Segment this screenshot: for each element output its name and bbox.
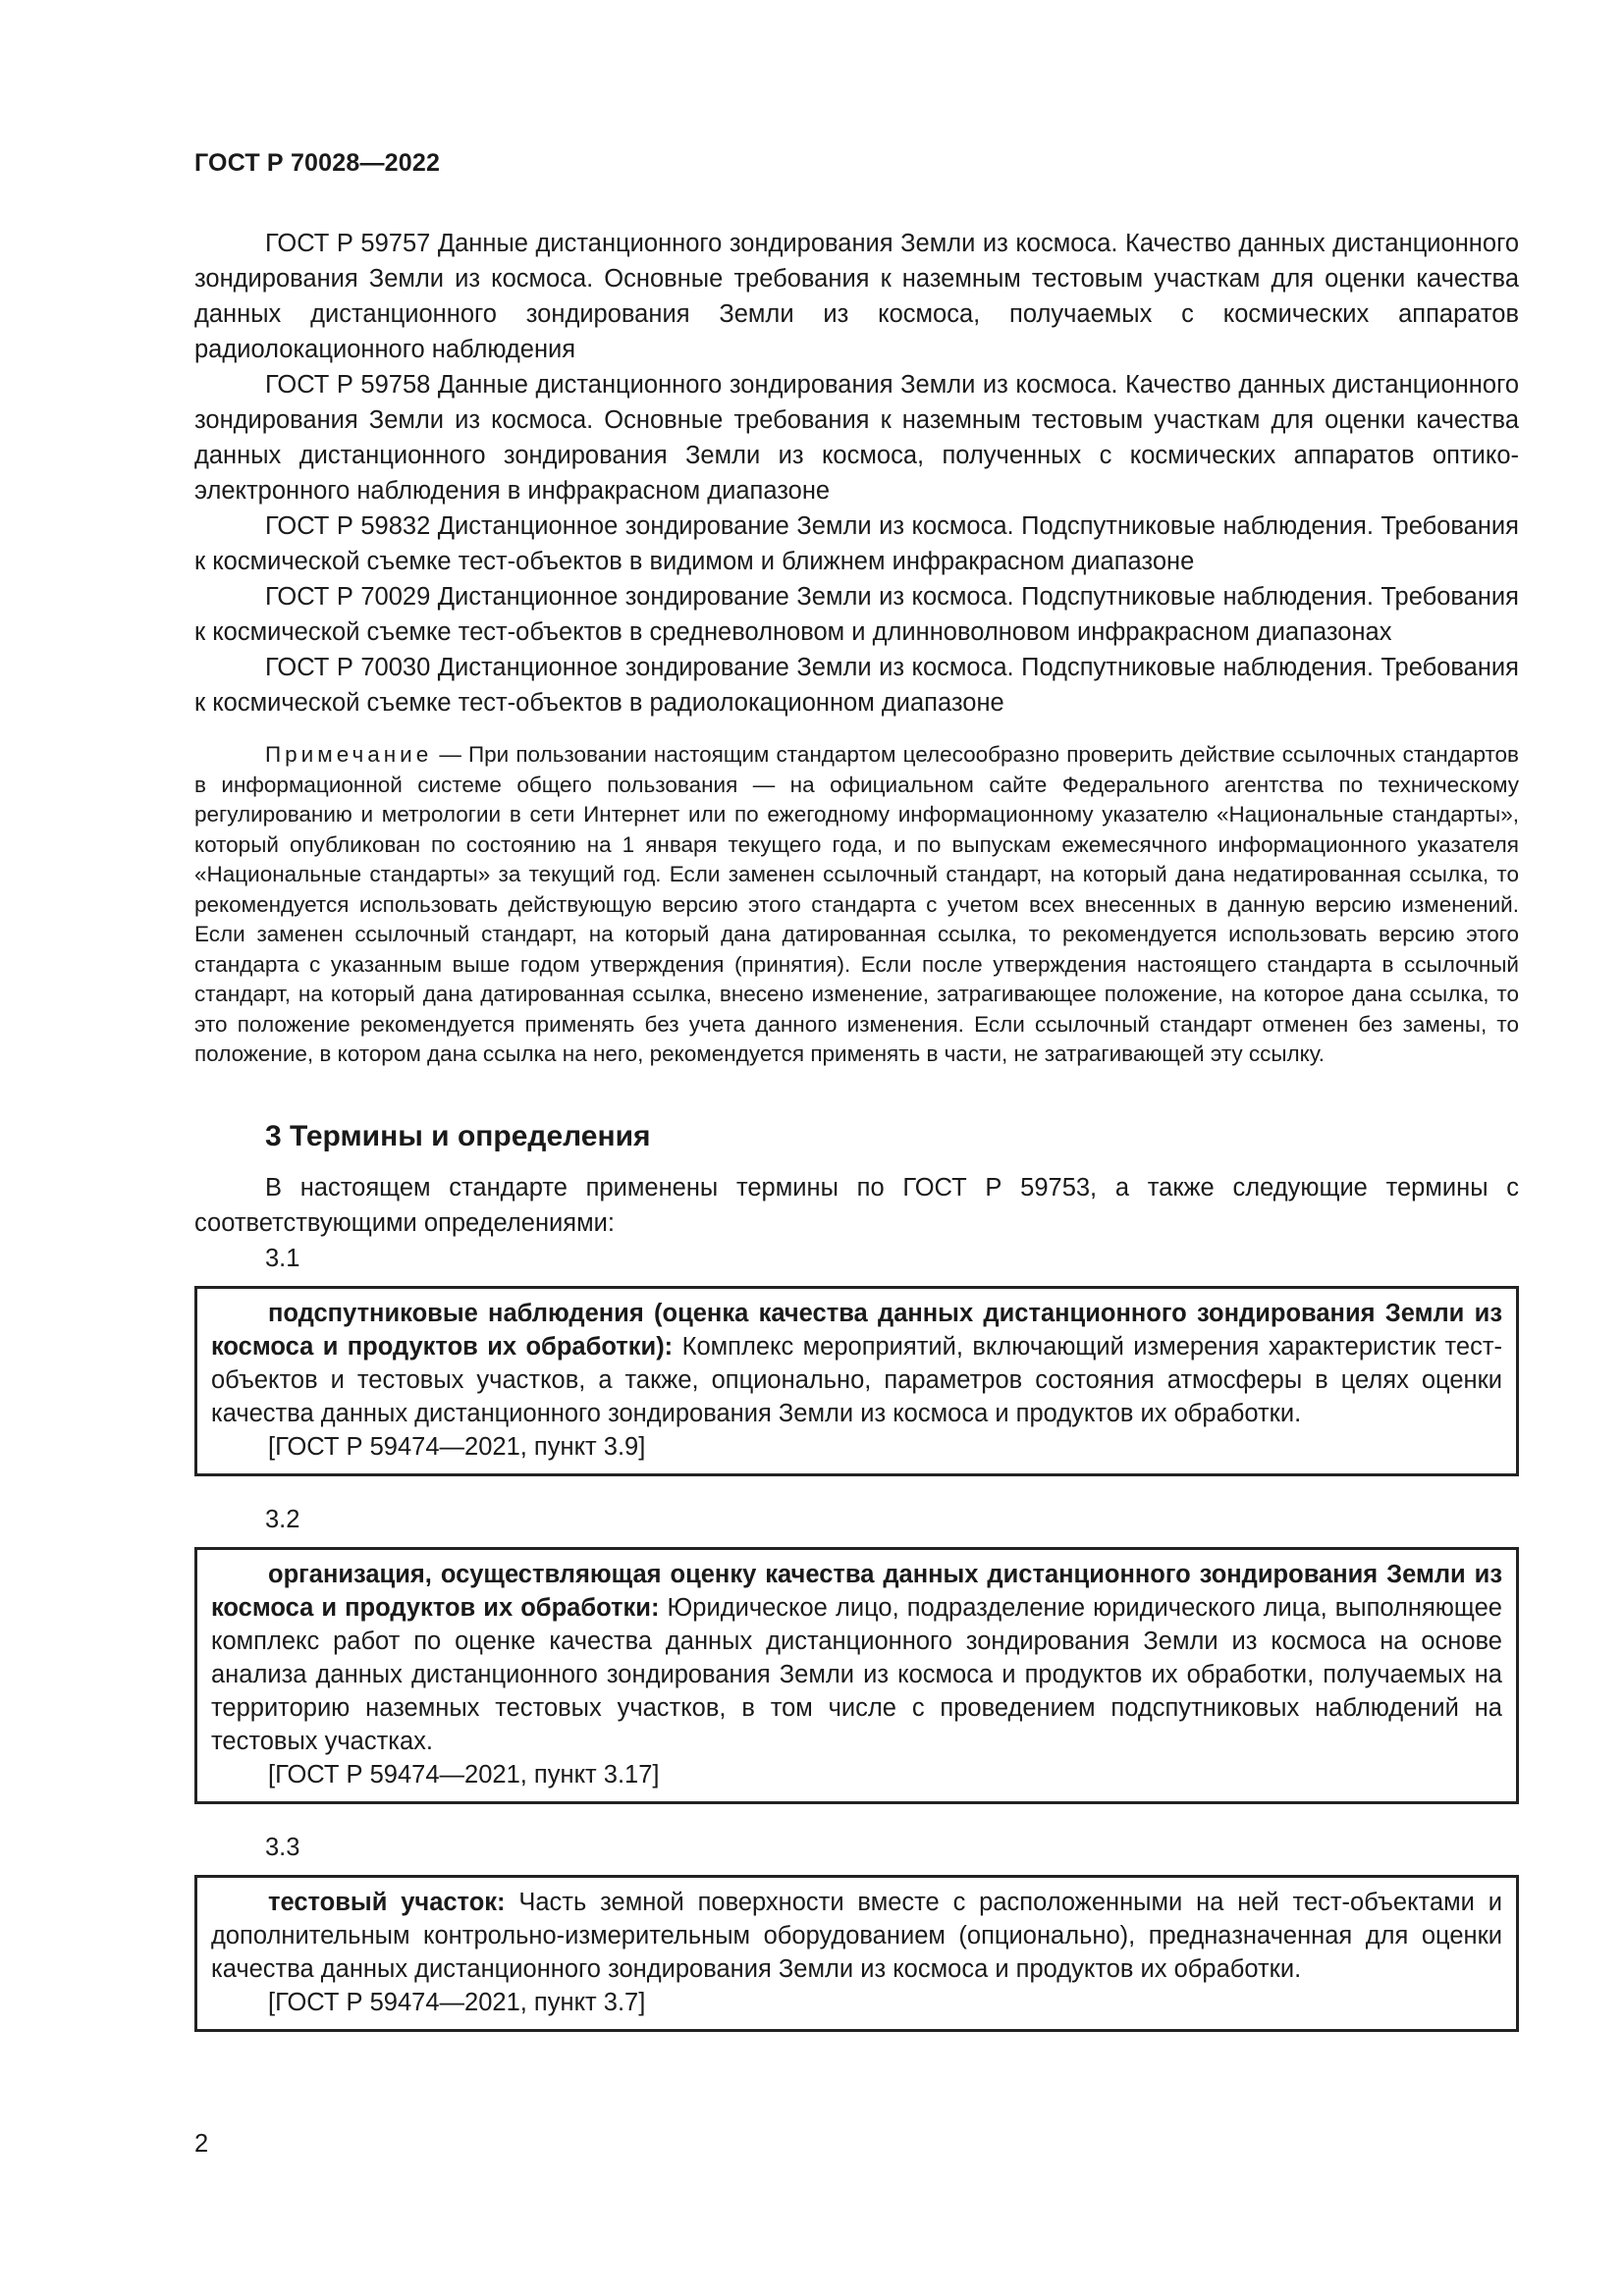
term-text — [211, 1297, 1502, 1430]
term-text — [211, 1886, 1502, 1986]
term-source: [ГОСТ Р 59474—2021, пункт 3.7] — [268, 1988, 646, 2016]
term-source: [ГОСТ Р 59474—2021, пункт 3.17] — [268, 1760, 660, 1789]
reference-item: ГОСТ Р 70030 Дистанционное зондирование Земли из космоса. Подспутниковые наблюдения. Требования к космической съемке тест-объектов в радиолокационном диапазоне — [194, 654, 1519, 717]
term-source: [ГОСТ Р 59474—2021, пункт 3.9] — [268, 1432, 646, 1461]
term-text — [211, 1558, 1502, 1758]
term-name: тестовый участок: — [268, 1888, 506, 1916]
term-name: организация, осуществляющая оценку качества данных дистанционного зондирования Земли из космоса и продуктов их обработки: — [211, 1560, 1502, 1622]
section-title: 3 Термины и определения — [265, 1119, 651, 1152]
term-name: подспутниковые наблюдения (оценка качества данных дистанционного зондирования Земли из космоса и продуктов их обработки): — [211, 1299, 1502, 1361]
term-number: 3.3 — [265, 1833, 300, 1861]
term-definition: Часть земной поверхности вместе с расположенными на ней тест-объектами и дополнительным контрольно-измерительным оборудованием (опционально), предназначенная для оценки качества данных дистанционного зондирования Земли из космоса и продуктов их обработки. — [211, 1888, 1502, 1983]
page-number: 2 — [194, 2130, 209, 2158]
term-definition-box — [194, 1286, 1519, 1476]
note-text: — При пользовании настоящим стандартом целесообразно проверить действие ссылочных стандартов в информационной системе общего пользования — на официальном сайте Федерального агентства по техническому регулированию и метрологии в сети Интернет или по ежегодному информационному указателю «Национальные стандарты», который опубликован по состоянию на 1 января текущего года, и по выпускам ежемесячного информационного указателя «Национальные стандарты» за текущий год. Если заменен ссылочный стандарт, на который дана недатированная ссылка, то рекомендуется использовать действующую версию этого стандарта с учетом всех внесенных в данную версию изменений. Если заменен ссылочный стандарт, на который дана датированная ссылка, то рекомендуется использовать версию этого стандарта с указанным выше годом утверждения (принятия). Если после утверждения настоящего стандарта в ссылочный стандарт, на который дана датированная ссылка, внесено изменение, затрагивающее положение, на которое дана ссылка, то это положение рекомендуется применять без учета данного изменения. Если ссылочный стандарт отменен без замены, то положение, в котором дана ссылка на него, рекомендуется применять в части, не затрагивающей эту ссылку. — [194, 742, 1519, 1066]
term-number: 3.2 — [265, 1505, 300, 1533]
term-number: 3.1 — [265, 1244, 300, 1272]
page-content — [194, 226, 1519, 2057]
note-label: Примечание — [265, 742, 433, 767]
document-header: ГОСТ Р 70028—2022 — [194, 149, 441, 177]
term-definition-box — [194, 1875, 1519, 2032]
section-intro: В настоящем стандарте применены термины по ГОСТ Р 59753, а также следующие термины с соответствующими определениями: — [194, 1173, 1519, 1237]
reference-item: ГОСТ Р 70029 Дистанционное зондирование Земли из космоса. Подспутниковые наблюдения. Требования к космической съемке тест-объектов в средневолновом и длинноволновом инфракрасном диапазонах — [194, 583, 1519, 646]
reference-item: ГОСТ Р 59758 Данные дистанционного зондирования Земли из космоса. Качество данных дистанционного зондирования Земли из космоса. Основные требования к наземным тестовым участкам для оценки качества данных дистанционного зондирования Земли из космоса, полученных с космических аппаратов оптико-электронного наблюдения в инфракрасном диапазоне — [194, 371, 1519, 505]
term-definition-box — [194, 1547, 1519, 1804]
reference-item: ГОСТ Р 59757 Данные дистанционного зондирования Земли из космоса. Качество данных дистанционного зондирования Земли из космоса. Основные требования к наземным тестовым участкам для оценки качества данных дистанционного зондирования Земли из космоса, получаемых с космических аппаратов радиолокационного наблюдения — [194, 230, 1519, 363]
note-paragraph — [194, 740, 1519, 1070]
term-definition: Комплекс мероприятий, включающий измерения характеристик тест-объектов и тестовых участков, а также, опционально, параметров состояния атмосферы в целях оценки качества данных дистанционного зондирования Земли из космоса и продуктов их обработки. — [211, 1332, 1503, 1427]
reference-item: ГОСТ Р 59832 Дистанционное зондирование Земли из космоса. Подспутниковые наблюдения. Требования к космической съемке тест-объектов в видимом и ближнем инфракрасном диапазоне — [194, 512, 1519, 575]
term-definition: Юридическое лицо, подразделение юридического лица, выполняющее комплекс работ по оценке качества данных дистанционного зондирования Земли из космоса на основе анализа данных дистанционного зондирования Земли из космоса и продуктов их обработки, получаемых на территорию наземных тестовых участков, в том числе с проведением подспутниковых наблюдений на тестовых участках. — [211, 1593, 1502, 1755]
